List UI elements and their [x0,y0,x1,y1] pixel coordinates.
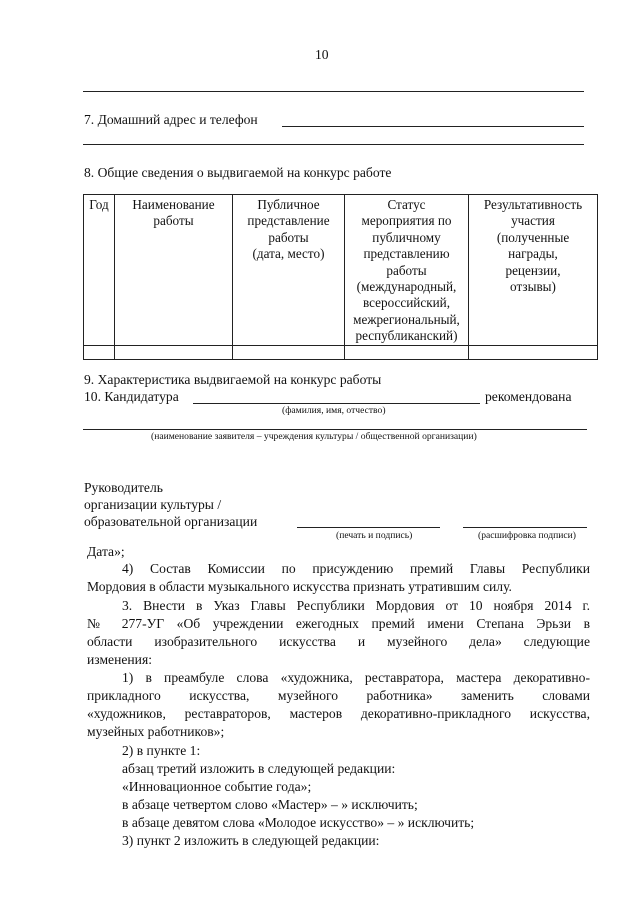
p3-line1: 3. Внести в Указ Главы Республики Мордовия от 10 ноября 2014 г. [122,598,590,613]
header-status: Статус мероприятия по публичному представлению работы (международный, всероссийский, межрегиональный, республиканский) [345,195,469,346]
s2-line: 2) в пункте 1: [122,743,201,758]
s2-d-line: в абзаце девятом слова «Молодое искусство» – » исключить; [122,815,475,830]
s1-line3: «художников, реставраторов, мастеров декоративно-прикладного искусства, [87,706,590,721]
caption-org: (наименование заявителя – учреждения культуры / общественной организации) [151,431,477,442]
rule-top [83,91,584,92]
page-number: 10 [315,47,329,62]
s3-line: 3) пункт 2 изложить в следующей редакции: [122,833,380,848]
header-title: Наименование работы [115,195,233,346]
decode-line [463,527,587,528]
p4-line1: 4) Состав Комиссии по присуждению премий Главы Республики [122,561,590,576]
table-cell[interactable] [469,345,598,359]
item7-label: 7. Домашний адрес и телефон [84,112,258,127]
org-fill-line [83,429,587,430]
header-result: Результативность участия (полученные награды, рецензии, отзывы) [469,195,598,346]
item9-label: 9. Характеристика выдвигаемой на конкурс работы [84,372,382,387]
header-year: Год [84,195,115,346]
p3-line3: области изобразительного искусства и музейного дела» следующие [87,634,590,649]
item10-suffix: рекомендована [485,389,572,404]
s2-c-line: в абзаце четвертом слово «Мастер» – » исключить; [122,797,418,812]
header-public: Публичное представление работы (дата, место) [233,195,345,346]
caption-sign: (печать и подпись) [336,530,413,541]
signature-line-3: образовательной организации [84,514,258,529]
sign-line [297,527,440,528]
table-cell[interactable] [345,345,469,359]
item10-fill-line [193,403,480,404]
caption-decode: (расшифровка подписи) [478,530,576,541]
p3-line2: № 277-УГ «Об учреждении ежегодных премий имени Степана Эрьзи в [87,616,590,631]
signature-line-2: организации культуры / [84,497,222,512]
p3-line4: изменения: [87,652,152,667]
s1-line2: прикладного искусства, музейного работника» заменить словами [87,688,590,703]
table-row [84,345,598,359]
table-cell[interactable] [84,345,115,359]
s2-b-line: «Инновационное событие года»; [122,779,312,794]
item7-fill-line [282,126,584,127]
s1-line4: музейных работников»; [87,724,225,739]
table-header-row [84,195,598,346]
caption-name: (фамилия, имя, отчество) [282,405,386,416]
table-cell[interactable] [115,345,233,359]
item10-label: 10. Кандидатура [84,389,179,404]
s1-line1: 1) в преамбуле слова «художника, реставратора, мастера декоративно- [122,670,590,685]
item8-label: 8. Общие сведения о выдвигаемой на конкурс работе [84,165,392,180]
s2-a-line: абзац третий изложить в следующей редакции: [122,761,396,776]
item7-extra-line [83,144,584,145]
p4-line2: Мордовия в области музыкального искусства признать утратившим силу. [87,579,512,594]
signature-line-1: Руководитель [84,480,163,495]
works-table [83,194,598,360]
date-line: Дата»; [87,544,125,559]
table-cell[interactable] [233,345,345,359]
